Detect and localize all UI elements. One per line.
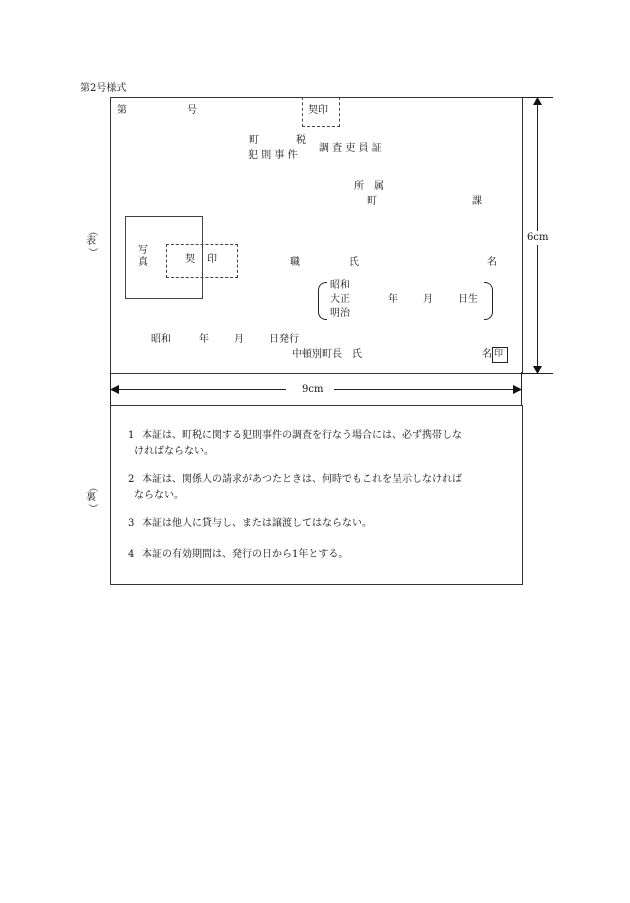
dim-width-label: 9cm bbox=[302, 384, 324, 395]
era-taisho: 大正 bbox=[330, 294, 350, 305]
photo-label-2: 真 bbox=[138, 257, 148, 268]
photo-label-1: 写 bbox=[138, 245, 148, 256]
note-item bbox=[128, 516, 523, 532]
issuer-label: 中頓別町長 氏 bbox=[292, 349, 362, 360]
back-side-label-close: ） bbox=[86, 503, 98, 514]
note-text: 本証は、関係人の請求があつたときは、何時でもこれを呈示しなければ bbox=[142, 474, 462, 485]
note-item bbox=[128, 547, 523, 563]
note-text: 本証の有効期間は、発行の日から1年とする。 bbox=[142, 549, 349, 560]
dim-height-arrow-top bbox=[533, 97, 542, 105]
birth-year-label: 年 bbox=[388, 294, 398, 305]
birth-month-label: 月 bbox=[423, 294, 433, 305]
back-side-label bbox=[84, 482, 98, 514]
issuer-seal-text: 印 bbox=[494, 349, 504, 359]
era-meiji: 明治 bbox=[330, 308, 350, 319]
title-row1-a: 町 bbox=[249, 135, 259, 146]
birth-day-label: 日生 bbox=[458, 294, 478, 305]
number-prefix: 第 bbox=[117, 105, 127, 116]
front-side-label-close: ） bbox=[86, 247, 98, 258]
dim-width-line-right bbox=[334, 389, 514, 390]
note-text: 本証は他人に貸与し、または譲渡してはならない。 bbox=[142, 518, 372, 529]
note-text-cont: ければならない。 bbox=[134, 446, 214, 457]
note-text-cont: ならない。 bbox=[134, 490, 184, 501]
issuer-mei: 名 bbox=[482, 349, 492, 360]
title-row2: 犯 則 事 件 bbox=[248, 150, 298, 161]
affiliation-label: 所 属 bbox=[354, 181, 384, 192]
era-showa: 昭和 bbox=[330, 280, 350, 291]
back-side-label-open: （ bbox=[86, 482, 98, 493]
era-left-bracket bbox=[318, 282, 327, 320]
town-label: 町 bbox=[367, 196, 377, 207]
number-suffix: 号 bbox=[187, 105, 197, 116]
dim-width-arrow-right bbox=[513, 385, 522, 394]
front-side-label-open: （ bbox=[86, 226, 98, 237]
seal-stamp-text: 契印 bbox=[308, 105, 328, 116]
dim-height-label: 6cm bbox=[527, 232, 549, 243]
issue-era: 昭和 bbox=[151, 334, 171, 345]
note-item bbox=[128, 428, 523, 460]
note-number: 2 bbox=[128, 474, 135, 485]
back-side-label-text: 裏 bbox=[86, 491, 96, 503]
note-number: 1 bbox=[128, 430, 135, 441]
section-label: 課 bbox=[472, 196, 482, 207]
dim-width-arrow-left bbox=[110, 385, 119, 394]
title-suffix: 調 査 吏 員 証 bbox=[319, 143, 382, 154]
issue-year: 年 bbox=[199, 334, 209, 345]
note-number: 3 bbox=[128, 518, 135, 529]
era-right-bracket bbox=[484, 282, 493, 320]
dim-height-arrow-bottom bbox=[533, 366, 542, 374]
photo-seal-1: 契 bbox=[185, 254, 195, 265]
mei-label: 名 bbox=[487, 257, 497, 268]
note-item bbox=[128, 472, 523, 504]
dim-width-line-left bbox=[118, 389, 286, 390]
shoku-label: 職 bbox=[290, 257, 300, 268]
front-side-label bbox=[84, 226, 98, 258]
photo-seal-box bbox=[166, 244, 238, 278]
issue-month: 月 bbox=[234, 334, 244, 345]
note-text: 本証は、町税に関する犯則事件の調査を行なう場合には、必ず携帯しな bbox=[142, 430, 462, 441]
note-number: 4 bbox=[128, 549, 135, 560]
title-row1-b: 税 bbox=[296, 135, 306, 146]
photo-seal-2: 印 bbox=[207, 254, 217, 265]
form-title: 第2号様式 bbox=[80, 83, 127, 94]
front-side-label-text: 表 bbox=[86, 235, 96, 247]
shi-label: 氏 bbox=[349, 257, 359, 268]
issue-day: 日発行 bbox=[269, 334, 299, 345]
